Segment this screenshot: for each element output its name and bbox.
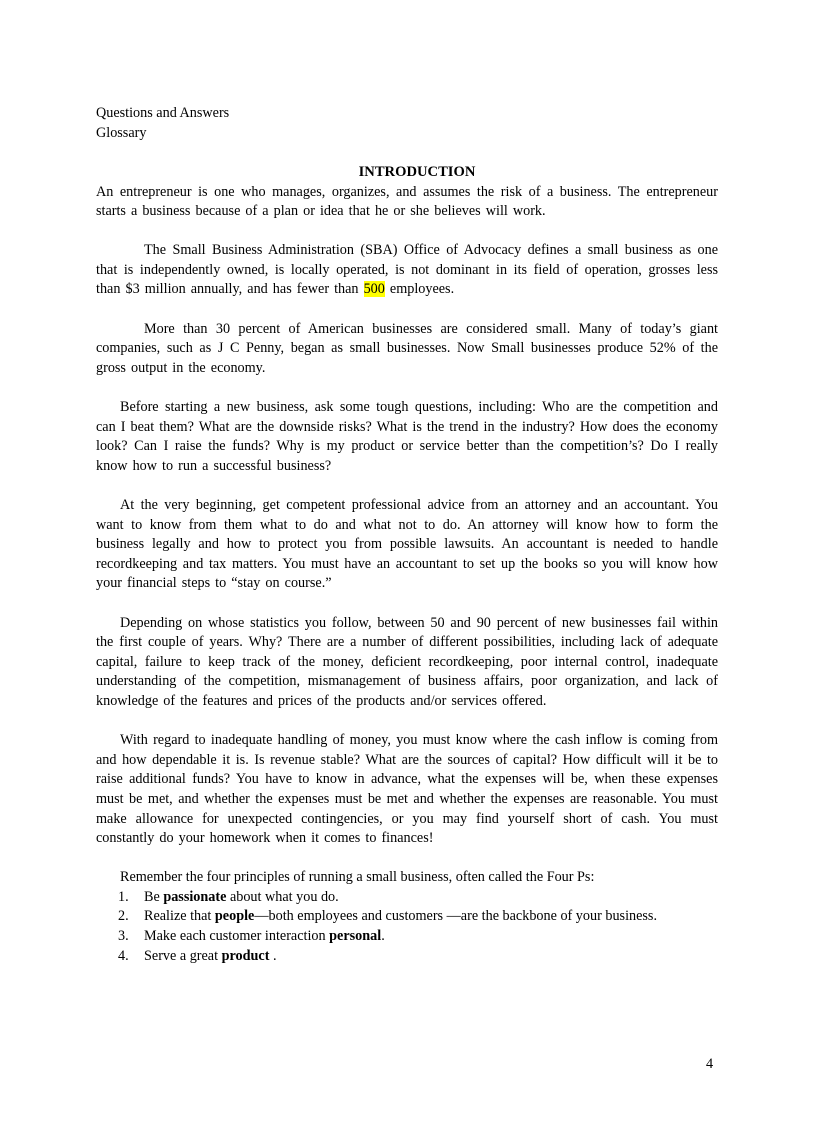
- list-bold-term: personal: [329, 928, 382, 945]
- paragraph-text: The Small Business Administration (SBA) Office of Advocacy defines a small business as one that is independently owned, is locally operated, is not dominant in its field of operation, grosses less than $3 million annually, and has fewer than: [96, 242, 718, 298]
- list-item: [96, 888, 718, 908]
- page-content: [96, 104, 718, 966]
- list-text: —both employees and customers —are the backbone of your business.: [254, 908, 657, 925]
- toc-item-glossary: Glossary: [96, 124, 147, 141]
- list-bold-term: product: [221, 947, 270, 964]
- paragraph-professional-advice: At the very beginning, get competent professional advice from an attorney and an accountant. You want to know from them what to do and what not to do. An attorney will know how to form the business legally and how to protect you from possible lawsuits. An accountant is needed to handle recordkeeping and tax matters. You must have an accountant to set up the books so you will know how your financial steps to “stay on course.”: [96, 497, 718, 592]
- list-text: Serve a great: [144, 947, 222, 964]
- list-text: .: [381, 928, 385, 945]
- highlighted-number: 500: [363, 281, 385, 298]
- list-item: [96, 927, 718, 947]
- list-number: 2.: [118, 908, 129, 925]
- list-text: Make each customer interaction: [144, 928, 330, 945]
- list-text: Be: [144, 888, 164, 905]
- list-text: about what you do.: [226, 888, 339, 905]
- section-heading: INTRODUCTION: [358, 164, 476, 180]
- paragraph-tough-questions: Before starting a new business, ask some tough questions, including: Who are the competition and can I beat them? What are the downside risks? What is the trend in the industry? How does the economy look? Can I raise the funds? Why is my product or service better than the competition’s? Do I really know how to run a successful business?: [96, 399, 718, 474]
- list-number: 1.: [118, 888, 129, 905]
- list-number: 4.: [118, 947, 129, 964]
- list-item: [96, 947, 718, 967]
- page-number: 4: [706, 1056, 714, 1072]
- paragraph-money-handling: With regard to inadequate handling of money, you must know where the cash inflow is coming from and how dependable it is. Is revenue stable? What are the sources of capital? How difficult will it be to raise additional funds? You have to know in advance, what the expenses will be, when these expenses must be met, and whether the expenses must be met and whether the expenses are reasonable. You must make allowance for unexpected contingencies, or you may find yourself short of cash. You must constantly do your homework when it comes to finances!: [96, 732, 718, 847]
- list-item: [96, 907, 718, 927]
- list-number: 3.: [118, 928, 129, 945]
- paragraph-text: employees.: [384, 281, 455, 298]
- paragraph-failure-reasons: Depending on whose statistics you follow, between 50 and 90 percent of new businesses fail within the first couple of years. Why? There are a number of different possibilities, including lack of adequate capital, failure to keep track of the money, deficient recordkeeping, poor internal control, inadequate understanding of the competition, mismanagement of business affairs, poor organization, and lack of knowledge of the features and prices of the products and/or services offered.: [96, 614, 718, 709]
- toc-item-questions-and-answers: Questions and Answers: [96, 105, 230, 121]
- paragraph-entrepreneur-definition: An entrepreneur is one who manages, organizes, and assumes the risk of a business. The entrepreneur starts a business because of a plan or idea that he or she believes will work.: [96, 183, 718, 220]
- list-bold-term: people: [214, 908, 255, 925]
- list-bold-term: passionate: [163, 888, 227, 905]
- paragraph-small-business-stats: More than 30 percent of American businesses are considered small. Many of today’s giant companies, such as J C Penny, began as small businesses. Now Small businesses produce 52% of the gross output in the economy.: [96, 320, 718, 376]
- principles-list: [96, 888, 718, 966]
- list-text: .: [269, 947, 277, 964]
- paragraph-sba-definition: [96, 241, 718, 300]
- principles-lead: Remember the four principles of running a small business, often called the Four Ps:: [120, 869, 595, 886]
- list-text: Realize that: [144, 908, 215, 925]
